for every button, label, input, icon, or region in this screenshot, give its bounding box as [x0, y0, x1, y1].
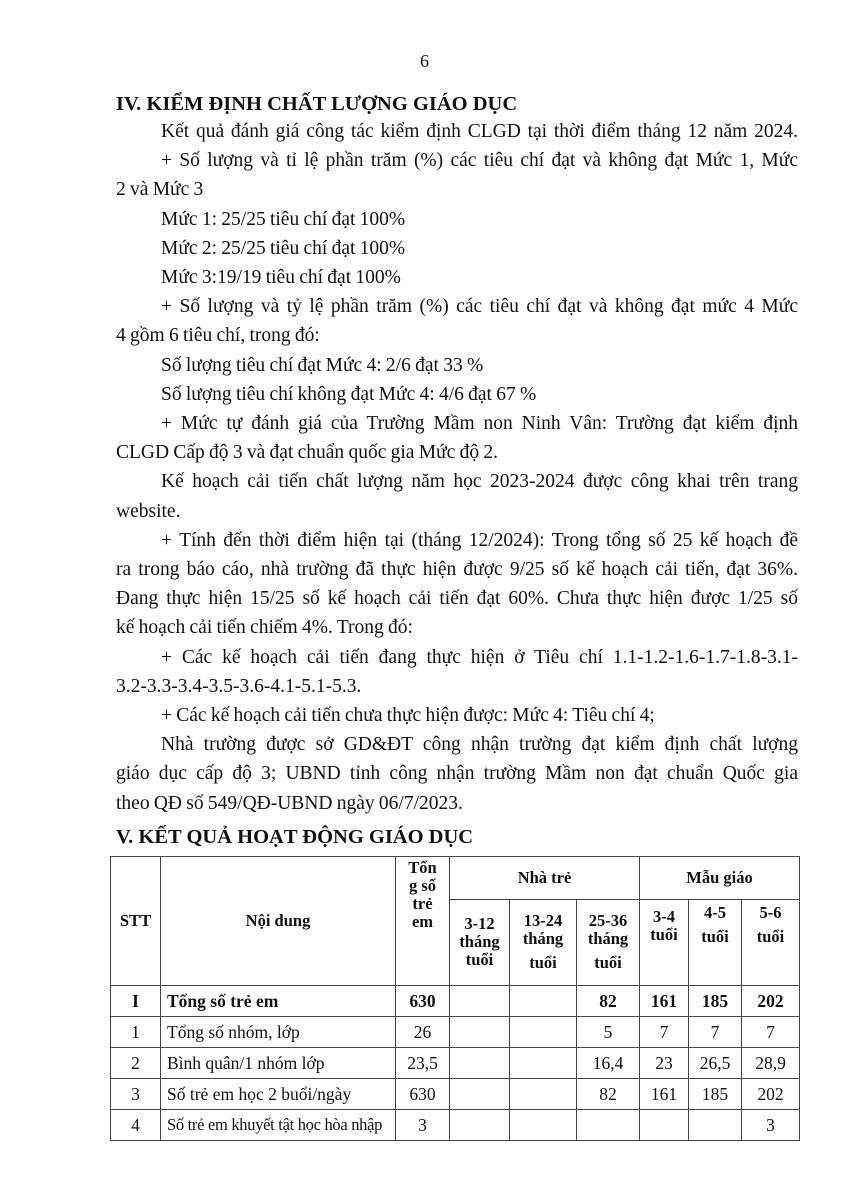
cell-nursery-25-36: 5 — [577, 1016, 640, 1047]
cell-kindergarten-4-5: 26,5 — [689, 1047, 742, 1078]
cell-nursery-3-12 — [450, 1078, 510, 1109]
header-line: tuổi — [465, 950, 494, 970]
cell-kindergarten-3-4: 161 — [640, 1078, 689, 1109]
section-5-title: V. KẾT QUẢ HOẠT ĐỘNG GIÁO DỤC — [116, 825, 474, 848]
header-line: tuổi — [756, 926, 785, 946]
cell-nursery-13-24 — [510, 1109, 577, 1140]
cell-nursery-25-36: 82 — [577, 1078, 640, 1109]
paragraph-line: Kế hoạch cải tiến chất lượng năm học 2023-2024 được công khai trên trang — [161, 471, 798, 493]
cell-total: 630 — [396, 1078, 450, 1109]
paragraph-line: + Số lượng và tỷ lệ phần trăm (%) các tiêu chí đạt và không đạt mức 4 Mức — [161, 296, 798, 318]
paragraph-line: 2 và Mức 3 — [116, 179, 204, 201]
cell-kindergarten-5-6: 3 — [742, 1109, 800, 1140]
section-4-title: IV. KIỂM ĐỊNH CHẤT LƯỢNG GIÁO DỤC — [116, 93, 518, 115]
paragraph-line: + Các kế hoạch cải tiến chưa thực hiện được: Mức 4: Tiêu chí 4; — [161, 705, 655, 727]
header-total-line: g số — [408, 875, 437, 895]
paragraph-line: theo QĐ số 549/QĐ-UBND ngày 06/7/2023. — [116, 792, 463, 814]
cell-kindergarten-4-5: 185 — [689, 985, 742, 1016]
paragraph-line: Đang thực hiện 15/25 số kế hoạch cải tiến đạt 60%. Chưa thực hiện được 1/25 số — [116, 588, 798, 610]
table-row — [111, 1047, 800, 1078]
header-line: tháng — [522, 929, 564, 949]
header-nursery-group: Nhà trẻ — [450, 856, 640, 899]
header-kindergarten-4-5 — [689, 899, 742, 985]
cell-content: Số trẻ em khuyết tật học hòa nhập — [161, 1109, 396, 1140]
header-kindergarten-5-6 — [742, 899, 800, 985]
header-line: tuổi — [701, 926, 729, 946]
cell-stt: 1 — [111, 1016, 161, 1047]
header-nursery-25-36 — [577, 899, 640, 985]
paragraph-line: + Mức tự đánh giá của Trường Mầm non Ninh Vân: Trường đạt kiểm định — [161, 413, 798, 435]
cell-content: Tổng số nhóm, lớp — [161, 1016, 396, 1047]
cell-kindergarten-3-4: 23 — [640, 1047, 689, 1078]
paragraph-line: kế hoạch cải tiến chiếm 4%. Trong đó: — [116, 617, 413, 639]
paragraph-line: Nhà trường được sở GD&ĐT công nhận trường đạt kiểm định chất lượng — [161, 734, 798, 756]
cell-nursery-25-36: 16,4 — [577, 1047, 640, 1078]
header-line: tháng — [587, 929, 629, 949]
cell-kindergarten-5-6: 202 — [742, 985, 800, 1016]
cell-total: 630 — [396, 985, 450, 1016]
paragraph-line: + Tính đến thời điểm hiện tại (tháng 12/2024): Trong tổng số 25 kế hoạch đề — [161, 529, 798, 551]
header-total-line: trẻ — [412, 893, 433, 913]
cell-nursery-3-12 — [450, 1109, 510, 1140]
cell-nursery-3-12 — [450, 985, 510, 1016]
header-total-line: Tổn — [408, 857, 437, 877]
paragraph-line: 4 gồm 6 tiêu chí, trong đó: — [116, 325, 320, 347]
cell-nursery-13-24 — [510, 985, 577, 1016]
table-row — [111, 1109, 800, 1140]
header-line: 13-24 — [523, 911, 563, 931]
cell-nursery-3-12 — [450, 1047, 510, 1078]
cell-content: Tổng số trẻ em — [161, 985, 396, 1016]
cell-kindergarten-5-6: 28,9 — [742, 1047, 800, 1078]
header-line: 25-36 — [588, 911, 628, 931]
cell-kindergarten-3-4: 161 — [640, 985, 689, 1016]
cell-stt: 2 — [111, 1047, 161, 1078]
header-kindergarten-group: Mẫu giáo — [640, 856, 800, 899]
cell-total: 23,5 — [396, 1047, 450, 1078]
table-body — [111, 985, 800, 1140]
header-nursery-13-24 — [510, 899, 577, 985]
paragraph-line: Mức 1: 25/25 tiêu chí đạt 100% — [161, 208, 406, 230]
header-line: tuổi — [594, 953, 622, 973]
header-content: Nội dung — [161, 856, 396, 985]
header-line: tuổi — [529, 953, 557, 973]
cell-total: 3 — [396, 1109, 450, 1140]
paragraph-line: Số lượng tiêu chí không đạt Mức 4: 4/6 đạt 67 % — [161, 383, 537, 405]
cell-content: Số trẻ em học 2 buổi/ngày — [161, 1078, 396, 1109]
cell-kindergarten-4-5: 185 — [689, 1078, 742, 1109]
header-line: 3-4 — [653, 906, 676, 926]
paragraph-line: giáo dục cấp độ 3; UBND tỉnh công nhận trường Mầm non đạt chuẩn Quốc gia — [116, 763, 798, 785]
cell-stt: 4 — [111, 1109, 161, 1140]
header-line: 5-6 — [759, 902, 782, 922]
header-total-line: em — [411, 911, 434, 931]
table-row — [111, 1016, 800, 1047]
cell-kindergarten-4-5: 7 — [689, 1016, 742, 1047]
cell-nursery-3-12 — [450, 1016, 510, 1047]
paragraph-line: + Số lượng và tỉ lệ phần trăm (%) các tiêu chí đạt và không đạt Mức 1, Mức — [161, 150, 798, 172]
header-total — [396, 856, 450, 985]
cell-kindergarten-4-5 — [689, 1109, 742, 1140]
paragraph-line: Số lượng tiêu chí đạt Mức 4: 2/6 đạt 33 % — [161, 354, 484, 376]
cell-stt: I — [111, 985, 161, 1016]
header-line: tháng — [459, 932, 500, 952]
header-kindergarten-3-4 — [640, 899, 689, 985]
paragraph-line: ra trong báo cáo, nhà trường đã thực hiện được 9/25 số kế hoạch cải tiến, đạt 36%. — [116, 559, 798, 581]
paragraph-line: + Các kế hoạch cải tiến đang thực hiện ở Tiêu chí 1.1-1.2-1.6-1.7-1.8-3.1- — [161, 646, 798, 668]
cell-kindergarten-3-4 — [640, 1109, 689, 1140]
cell-kindergarten-5-6: 202 — [742, 1078, 800, 1109]
cell-nursery-13-24 — [510, 1016, 577, 1047]
cell-content: Bình quân/1 nhóm lớp — [161, 1047, 396, 1078]
paragraph-line: CLGD Cấp độ 3 và đạt chuẩn quốc gia Mức độ 2. — [116, 442, 498, 464]
paragraph-line: 3.2-3.3-3.4-3.5-3.6-4.1-5.1-5.3. — [116, 675, 362, 697]
education-results-table — [110, 856, 800, 1141]
paragraph-line: Kết quả đánh giá công tác kiểm định CLGD tại thời điểm tháng 12 năm 2024. — [161, 121, 798, 142]
table-row — [111, 1078, 800, 1109]
paragraph-line: Mức 3:19/19 tiêu chí đạt 100% — [161, 267, 401, 289]
header-nursery-3-12 — [450, 899, 510, 985]
cell-nursery-13-24 — [510, 1078, 577, 1109]
cell-total: 26 — [396, 1016, 450, 1047]
header-line: 4-5 — [704, 902, 727, 922]
header-stt: STT — [111, 856, 161, 985]
paragraph-line: website. — [116, 500, 181, 522]
cell-nursery-25-36 — [577, 1109, 640, 1140]
cell-kindergarten-3-4: 7 — [640, 1016, 689, 1047]
cell-nursery-25-36: 82 — [577, 985, 640, 1016]
cell-kindergarten-5-6: 7 — [742, 1016, 800, 1047]
header-line: tuổi — [650, 924, 678, 944]
table-row — [111, 985, 800, 1016]
header-line: 3-12 — [464, 914, 495, 934]
paragraph-line: Mức 2: 25/25 tiêu chí đạt 100% — [161, 237, 406, 259]
page-number: 6 — [420, 51, 429, 71]
section-4-body — [116, 117, 798, 818]
cell-nursery-13-24 — [510, 1047, 577, 1078]
cell-stt: 3 — [111, 1078, 161, 1109]
